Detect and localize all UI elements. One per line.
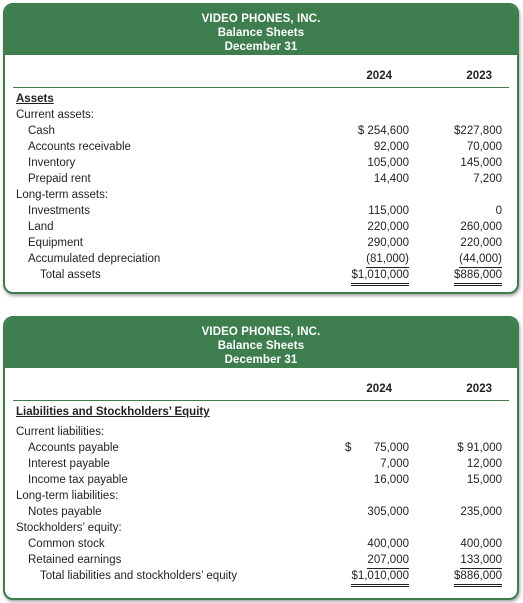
group-label: Current liabilities: <box>16 426 105 438</box>
column-header-2024: 2024 <box>366 70 392 82</box>
value-2024: 220,000 <box>367 221 409 233</box>
assets-header <box>5 5 517 55</box>
total-value-2024: $1,010,000 <box>351 267 409 286</box>
value-2024: 290,000 <box>367 237 409 249</box>
company-name: VIDEO PHONES, INC. <box>201 13 321 25</box>
total-value-2023: $886,000 <box>454 568 502 587</box>
line-item-row <box>5 536 517 552</box>
value-2024: 207,000 <box>367 552 409 569</box>
column-header-2024: 2024 <box>366 383 392 395</box>
value-2024: 400,000 <box>367 538 409 550</box>
total-value-2023: $886,000 <box>454 267 502 286</box>
total-row <box>5 267 517 283</box>
value-2023: 12,000 <box>466 458 502 470</box>
line-item-label: Inventory <box>28 157 76 169</box>
group-label-row <box>5 187 517 203</box>
value-2024: 7,000 <box>380 458 409 470</box>
total-label: Total liabilities and stockholders’ equity <box>40 570 238 582</box>
total-row <box>5 568 517 584</box>
line-item-row <box>5 235 517 251</box>
group-label: Long-term liabilities: <box>16 490 119 502</box>
value-2024: 16,000 <box>373 474 409 486</box>
line-item-row <box>5 155 517 171</box>
statement-date: December 31 <box>224 354 298 366</box>
value-2024: 305,000 <box>367 506 409 518</box>
value-2023: 235,000 <box>460 506 502 518</box>
line-item-label: Income tax payable <box>28 474 128 486</box>
line-item-label: Investments <box>28 205 90 217</box>
value-2024: 115,000 <box>368 205 409 217</box>
column-header-2023: 2023 <box>466 70 492 82</box>
group-label: Long-term assets: <box>16 189 109 201</box>
group-label: Current assets: <box>16 109 94 121</box>
value-2023: 133,000 <box>460 552 502 569</box>
line-item-label: Retained earnings <box>28 554 122 566</box>
value-2023: 15,000 <box>466 474 502 486</box>
value-2023: $ 91,000 <box>457 442 502 454</box>
total-value-2024: $1,010,000 <box>351 568 409 587</box>
line-item-row <box>5 552 517 568</box>
line-item-row <box>5 139 517 155</box>
value-2023: $227,800 <box>454 125 502 137</box>
value-2024: 14,400 <box>373 173 409 185</box>
assets-balance-sheet <box>3 3 519 294</box>
section-title-row <box>5 91 517 107</box>
line-item-label: Accounts receivable <box>28 141 131 153</box>
value-2023: (44,000) <box>459 251 502 268</box>
line-item-row <box>5 123 517 139</box>
line-item-row <box>5 456 517 472</box>
line-item-label: Common stock <box>28 538 105 550</box>
line-item-label: Land <box>28 221 54 233</box>
section-title-row <box>5 404 517 420</box>
value-2023: 400,000 <box>460 538 502 550</box>
header-rule <box>13 87 509 88</box>
value-2024: 92,000 <box>373 141 409 153</box>
line-item-label: Cash <box>28 125 55 137</box>
line-item-label: Accounts payable <box>28 442 119 454</box>
group-label: Stockholders’ equity: <box>16 522 122 534</box>
value-2023: 260,000 <box>460 221 502 233</box>
line-item-row <box>5 504 517 520</box>
value-2023: 220,000 <box>460 237 502 249</box>
value-2024: (81,000) <box>366 251 409 268</box>
header-rule <box>13 400 509 401</box>
line-item-label: Accumulated depreciation <box>28 253 161 265</box>
section-title: Assets <box>16 93 54 105</box>
statement-date: December 31 <box>224 41 298 53</box>
line-item-row <box>5 440 517 456</box>
section-title: Liabilities and Stockholders’ Equity <box>16 406 210 418</box>
statement-title: Balance Sheets <box>217 340 305 352</box>
group-label-row <box>5 107 517 123</box>
value-2023: 145,000 <box>460 157 502 169</box>
company-name: VIDEO PHONES, INC. <box>201 326 321 338</box>
line-item-row <box>5 251 517 267</box>
value-2024: $ 254,600 <box>357 125 409 137</box>
currency-symbol: $ <box>345 442 352 454</box>
value-2023: 0 <box>495 205 502 217</box>
column-header-2023: 2023 <box>466 383 492 395</box>
statement-title: Balance Sheets <box>217 27 305 39</box>
line-item-label: Notes payable <box>28 506 102 518</box>
line-item-label: Interest payable <box>28 458 110 470</box>
value-2024: 105,000 <box>367 157 409 169</box>
group-label-row <box>5 424 517 440</box>
line-item-label: Prepaid rent <box>28 173 91 185</box>
group-label-row <box>5 520 517 536</box>
group-label-row <box>5 488 517 504</box>
line-item-row <box>5 472 517 488</box>
liabilities-balance-sheet <box>3 316 519 600</box>
value-2023: 7,200 <box>473 173 502 185</box>
line-item-row <box>5 171 517 187</box>
value-2024: 75,000 <box>373 442 409 454</box>
line-item-label: Equipment <box>28 237 83 249</box>
total-label: Total assets <box>40 269 101 281</box>
line-item-row <box>5 219 517 235</box>
liabilities-header <box>5 318 517 368</box>
line-item-row <box>5 203 517 219</box>
value-2023: 70,000 <box>466 141 502 153</box>
